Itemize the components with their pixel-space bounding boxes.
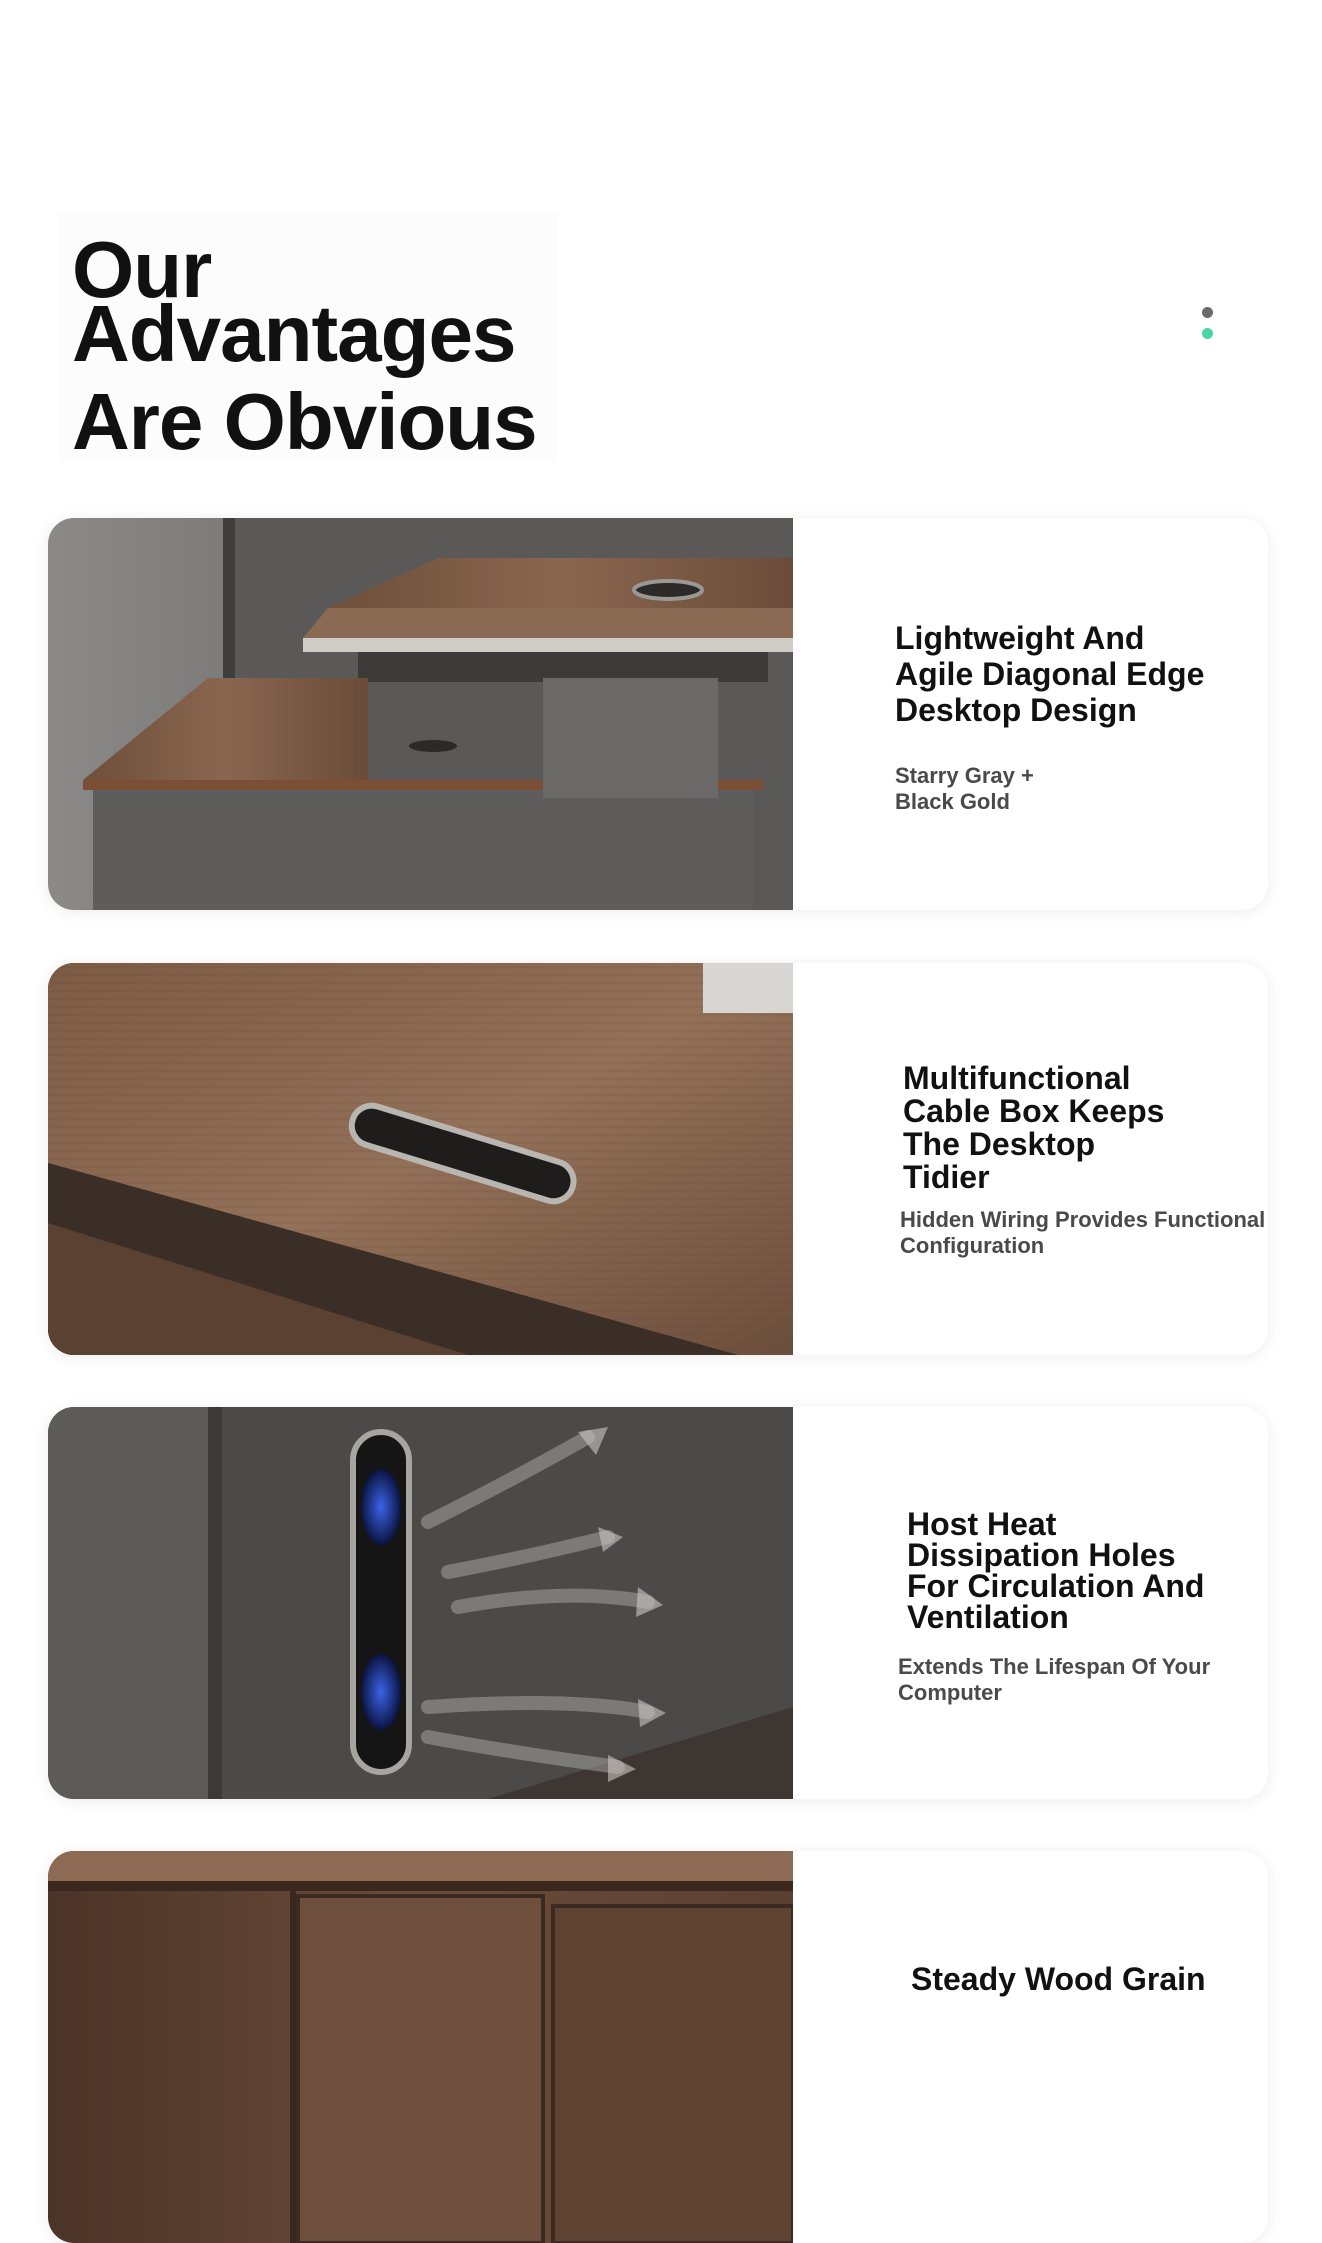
card-4-title-line-1: Steady Wood Grain <box>911 1961 1206 1997</box>
pagination-dot-1[interactable] <box>1202 307 1213 318</box>
card-3-text <box>793 1407 1268 1799</box>
card-3-subtitle <box>898 1654 1210 1706</box>
heading-line-3: Are Obvious <box>72 377 537 466</box>
card-4-text <box>793 1851 1268 2243</box>
card-4-image <box>48 1851 793 2243</box>
card-1-subtitle <box>895 763 1034 815</box>
card-2-text <box>793 963 1268 1355</box>
pagination-dots <box>1200 305 1214 345</box>
card-3-title-line-4: Ventilation <box>907 1599 1069 1635</box>
card-3-title-line-1: Host Heat <box>907 1506 1057 1542</box>
card-3-subtitle-line-1: Extends The Lifespan Of Your <box>898 1654 1211 1679</box>
card-1-subtitle-line-1: Starry Gray + <box>895 763 1034 788</box>
card-3-title-line-2: Dissipation Holes <box>907 1537 1176 1573</box>
card-3-image <box>48 1407 793 1799</box>
card-3-title <box>907 1506 1205 1635</box>
vent-image <box>48 1407 793 1799</box>
heading-line-1: Our <box>72 225 212 314</box>
card-3-title-line-3: For Circulation And <box>907 1568 1205 1604</box>
card-4-title <box>911 1961 1206 1997</box>
card-3-subtitle-line-2: Computer <box>898 1680 1002 1705</box>
desk-corner-image <box>48 518 793 910</box>
advantage-card-3 <box>48 1407 1268 1799</box>
card-2-title-line-2: Cable Box Keeps <box>903 1093 1165 1129</box>
card-1-image <box>48 518 793 910</box>
card-1-title-line-1: Lightweight And <box>895 620 1145 656</box>
card-1-title-line-2: Agile Diagonal Edge <box>895 656 1205 692</box>
heading-line-2: Advantages <box>72 289 516 378</box>
pagination-dot-2-active[interactable] <box>1202 328 1213 339</box>
advantage-card-4 <box>48 1851 1268 2243</box>
card-2-image <box>48 963 793 1355</box>
card-1-title <box>895 620 1204 728</box>
card-2-title-line-1: Multifunctional <box>903 1060 1131 1096</box>
advantage-card-1 <box>48 518 1268 910</box>
card-2-title-line-4: Tidier <box>903 1159 990 1195</box>
card-1-title-line-3: Desktop Design <box>895 692 1137 728</box>
card-2-subtitle-line-2: Configuration <box>900 1233 1045 1258</box>
card-2-title-line-3: The Desktop <box>903 1126 1096 1162</box>
card-1-subtitle-line-2: Black Gold <box>895 789 1010 814</box>
wood-grain-image <box>48 1851 793 2243</box>
card-1-text <box>793 518 1268 910</box>
card-2-subtitle <box>900 1207 1265 1259</box>
card-2-title <box>903 1062 1164 1194</box>
card-2-subtitle-line-1: Hidden Wiring Provides Functional <box>900 1207 1266 1232</box>
cable-box-image <box>48 963 793 1355</box>
advantage-card-2 <box>48 963 1268 1355</box>
